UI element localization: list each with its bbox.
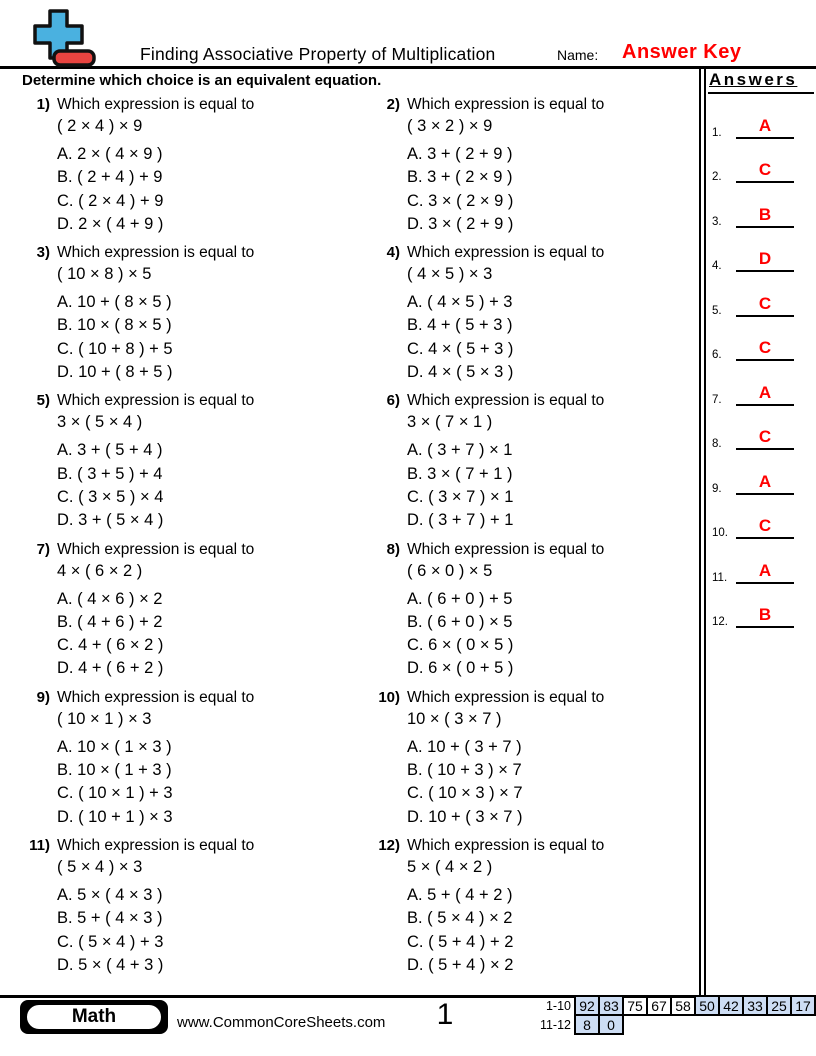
choices (407, 738, 700, 831)
question-head (12, 837, 350, 855)
choice-d: D. 4 × ( 5 × 3 ) (407, 363, 514, 382)
question-expression: ( 2 × 4 ) × 9 (57, 117, 143, 135)
question-item (350, 689, 700, 837)
question-head (362, 689, 700, 707)
score-cell: 25 (766, 995, 792, 1016)
choices (57, 590, 350, 683)
choice-a: A. ( 3 + 7 ) × 1 (407, 441, 513, 460)
question-number: 5) (36, 392, 50, 410)
choice-d: D. ( 10 + 1 ) × 3 (57, 807, 173, 826)
score-cell: 42 (718, 995, 744, 1016)
choice-c: C. ( 10 × 1 ) + 3 (57, 784, 173, 803)
question-number: 10) (378, 688, 400, 706)
question-number: 4) (386, 244, 400, 262)
answer-number: 1. (712, 126, 722, 139)
choices (57, 293, 350, 386)
subject-badge (20, 1000, 168, 1034)
question-prompt: Which expression is equal to (407, 688, 605, 706)
choice-d: D. 2 × ( 4 + 9 ) (57, 214, 164, 233)
score-table (531, 995, 816, 1035)
answer-letter: A (736, 562, 794, 584)
choices (407, 886, 700, 979)
choice-b: B. 5 + ( 4 × 3 ) (57, 909, 163, 928)
answer-item (708, 139, 814, 184)
answer-key-text: Answer Key (622, 41, 742, 63)
choice-c: C. ( 2 × 4 ) + 9 (57, 191, 164, 210)
choice-c: C. ( 5 + 4 ) + 2 (407, 932, 514, 951)
answer-item (708, 495, 814, 540)
question-number: 12) (378, 836, 400, 854)
answer-letter: C (736, 339, 794, 361)
choice-d: D. ( 5 + 4 ) × 2 (407, 955, 514, 974)
question-prompt: Which expression is equal to (407, 392, 605, 410)
choice-d: D. 5 × ( 4 + 3 ) (57, 955, 164, 974)
answer-letter: C (736, 428, 794, 450)
question-item (0, 689, 350, 837)
answer-number: 6. (712, 349, 722, 361)
question-expression: 3 × ( 7 × 1 ) (407, 413, 493, 432)
question-expression: ( 10 × 1 ) × 3 (57, 709, 152, 728)
answer-item (708, 406, 814, 451)
question-item (350, 837, 700, 985)
choice-b: B. 10 × ( 8 × 5 ) (57, 316, 172, 335)
choice-b: B. 3 + ( 2 × 9 ) (407, 168, 513, 187)
choice-c: C. 3 × ( 2 × 9 ) (407, 191, 514, 210)
question-expression: ( 4 × 5 ) × 3 (407, 265, 493, 284)
choice-a: A. 3 + ( 2 + 9 ) (407, 145, 513, 163)
question-expression: 3 × ( 5 × 4 ) (57, 413, 143, 432)
choice-a: A. 10 + ( 3 + 7 ) (407, 737, 522, 756)
answer-letter: A (736, 384, 794, 406)
choice-a: A. ( 4 × 5 ) + 3 (407, 293, 513, 312)
question-item (350, 392, 700, 540)
question-head (362, 837, 700, 855)
score-cell: 17 (790, 995, 816, 1016)
website-link: www.CommonCoreSheets.com (177, 1014, 386, 1031)
choice-d: D. 3 × ( 2 + 9 ) (407, 214, 514, 233)
choice-c: C. ( 10 + 8 ) + 5 (57, 339, 173, 358)
choice-b: B. ( 3 + 5 ) + 4 (57, 464, 163, 483)
question-item (350, 244, 700, 392)
choices (57, 738, 350, 831)
answer-number: 4. (712, 260, 722, 272)
question-prompt: Which expression is equal to (57, 244, 255, 262)
name-label: Name: (557, 47, 599, 63)
answer-item (708, 361, 814, 406)
choices (57, 145, 350, 238)
answer-number: 11. (712, 571, 728, 584)
choice-d: D. 6 × ( 0 + 5 ) (407, 659, 514, 678)
answer-letter: B (736, 606, 794, 628)
choice-a: A. 3 + ( 5 + 4 ) (57, 441, 163, 460)
answers-divider (699, 66, 706, 996)
question-prompt: Which expression is equal to (57, 836, 255, 854)
question-prompt: Which expression is equal to (407, 540, 605, 558)
score-row-label: 1-10 (545, 998, 571, 1013)
answer-letter: D (736, 250, 794, 272)
choices (407, 441, 700, 534)
instruction-text: Determine which choice is an equivalent equation. (22, 72, 382, 89)
subject-badge-label: Math (25, 1003, 163, 1031)
question-number: 9) (36, 688, 50, 706)
choice-a: A. 10 + ( 8 × 5 ) (57, 293, 172, 312)
question-head (362, 244, 700, 262)
choice-b: B. ( 5 × 4 ) × 2 (407, 909, 513, 928)
score-cell: 75 (622, 995, 648, 1016)
choice-b: B. 10 × ( 1 + 3 ) (57, 761, 172, 780)
question-head (12, 541, 350, 559)
answer-item (708, 228, 814, 273)
choice-c: C. 6 × ( 0 × 5 ) (407, 636, 514, 655)
answer-number: 3. (712, 215, 722, 228)
question-prompt: Which expression is equal to (407, 244, 605, 262)
score-row-label: 11-12 (539, 1017, 571, 1032)
answer-number: 12. (712, 616, 728, 628)
header (0, 0, 816, 69)
answer-letter: A (736, 117, 794, 139)
question-item (350, 541, 700, 689)
question-head (12, 689, 350, 707)
choice-d: D. 3 + ( 5 × 4 ) (57, 511, 164, 530)
question-head (12, 96, 350, 114)
question-prompt: Which expression is equal to (407, 836, 605, 854)
question-expression: ( 3 × 2 ) × 9 (407, 117, 493, 135)
score-row (531, 1014, 816, 1035)
score-cell: 8 (574, 1014, 600, 1035)
score-cell: 67 (646, 995, 672, 1016)
question-number: 2) (386, 96, 400, 113)
plus-minus-logo-icon (18, 8, 102, 73)
score-row (531, 995, 816, 1016)
choice-d: D. 10 + ( 8 + 5 ) (57, 363, 173, 382)
question-expression: ( 5 × 4 ) × 3 (57, 857, 143, 876)
question-number: 11) (29, 836, 50, 854)
question-item (0, 244, 350, 392)
question-expression: ( 10 × 8 ) × 5 (57, 265, 152, 284)
choice-b: B. ( 4 + 6 ) + 2 (57, 612, 163, 631)
question-item (350, 96, 700, 244)
answer-item (708, 317, 814, 362)
question-expression: 10 × ( 3 × 7 ) (407, 709, 502, 728)
question-head (362, 392, 700, 410)
choice-c: C. ( 3 × 7 ) × 1 (407, 487, 514, 506)
choices (57, 441, 350, 534)
question-head (362, 541, 700, 559)
choice-c: C. 4 × ( 5 + 3 ) (407, 339, 514, 358)
question-number: 3) (36, 244, 50, 262)
choice-a: A. ( 4 × 6 ) × 2 (57, 589, 163, 608)
answer-letter: B (736, 206, 794, 228)
answer-item (708, 94, 814, 139)
question-expression: 5 × ( 4 × 2 ) (407, 857, 493, 876)
answers-list (708, 94, 814, 628)
question-prompt: Which expression is equal to (57, 540, 255, 558)
choice-d: D. 10 + ( 3 × 7 ) (407, 807, 523, 826)
score-cell: 50 (694, 995, 720, 1016)
question-head (362, 96, 700, 114)
footer (0, 995, 816, 1056)
score-cell: 33 (742, 995, 768, 1016)
score-cell: 92 (574, 995, 600, 1016)
question-prompt: Which expression is equal to (407, 96, 605, 113)
choice-a: A. 5 + ( 4 + 2 ) (407, 885, 513, 904)
answer-number: 9. (712, 482, 722, 495)
question-item (0, 541, 350, 689)
choice-b: B. ( 10 + 3 ) × 7 (407, 761, 522, 780)
answer-number: 8. (712, 438, 722, 450)
choices (57, 886, 350, 979)
questions-grid (0, 96, 700, 985)
answer-item (708, 272, 814, 317)
question-item (0, 96, 350, 244)
choice-a: A. 10 × ( 1 × 3 ) (57, 737, 172, 756)
question-item (0, 392, 350, 540)
question-item (0, 837, 350, 985)
choice-c: C. ( 3 × 5 ) × 4 (57, 487, 164, 506)
choices (407, 293, 700, 386)
choice-d: D. 4 + ( 6 + 2 ) (57, 659, 164, 678)
answer-item (708, 584, 814, 629)
answer-item (708, 183, 814, 228)
choices (407, 145, 700, 238)
question-prompt: Which expression is equal to (57, 688, 255, 706)
choice-b: B. 3 × ( 7 + 1 ) (407, 464, 513, 483)
choice-b: B. 4 + ( 5 + 3 ) (407, 316, 513, 335)
choice-c: C. 4 + ( 6 × 2 ) (57, 636, 164, 655)
choices (407, 590, 700, 683)
question-expression: ( 6 × 0 ) × 5 (407, 561, 493, 580)
answer-number: 7. (712, 393, 722, 406)
answer-letter: A (736, 473, 794, 495)
choice-b: B. ( 6 + 0 ) × 5 (407, 612, 513, 631)
choice-d: D. ( 3 + 7 ) + 1 (407, 511, 514, 530)
question-number: 7) (36, 540, 50, 558)
choice-c: C. ( 10 × 3 ) × 7 (407, 784, 523, 803)
question-head (12, 392, 350, 410)
question-expression: 4 × ( 6 × 2 ) (57, 561, 143, 580)
score-cell: 0 (598, 1014, 624, 1035)
question-number: 8) (386, 540, 400, 558)
question-number: 1) (36, 96, 50, 113)
choice-b: B. ( 2 + 4 ) + 9 (57, 168, 163, 187)
answer-number: 10. (712, 527, 728, 539)
answer-item (708, 450, 814, 495)
choice-a: A. 5 × ( 4 × 3 ) (57, 885, 163, 904)
score-cell: 58 (670, 995, 696, 1016)
answers-panel (708, 66, 814, 996)
choice-a: A. 2 × ( 4 × 9 ) (57, 145, 163, 163)
answer-letter: C (736, 517, 794, 539)
page-title: Finding Associative Property of Multiplication (140, 44, 496, 64)
question-prompt: Which expression is equal to (57, 392, 255, 410)
minus-icon (54, 51, 94, 65)
choice-c: C. ( 5 × 4 ) + 3 (57, 932, 164, 951)
page-number: 1 (436, 998, 454, 1031)
choice-a: A. ( 6 + 0 ) + 5 (407, 589, 513, 608)
answer-number: 2. (712, 171, 722, 183)
question-head (12, 244, 350, 262)
answer-number: 5. (712, 304, 722, 317)
answer-item (708, 539, 814, 584)
score-cell: 83 (598, 995, 624, 1016)
question-prompt: Which expression is equal to (57, 96, 255, 113)
answers-panel-title: Answers (708, 66, 814, 94)
answer-letter: C (736, 295, 794, 317)
question-number: 6) (386, 392, 400, 410)
answer-letter: C (736, 161, 794, 183)
